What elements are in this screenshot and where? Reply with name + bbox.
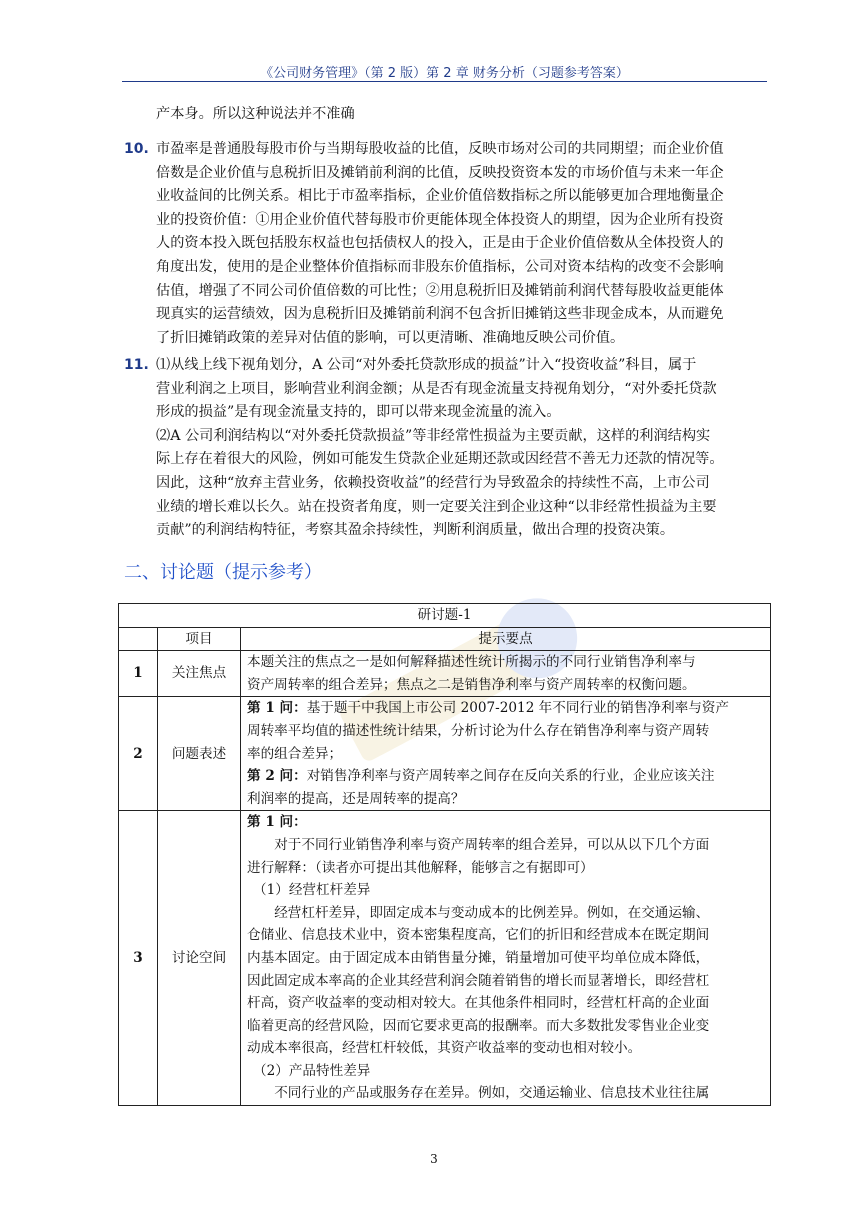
text-line: 利润率的提高，还是周转率的提高？ xyxy=(247,790,465,807)
header-content: 提示要点 xyxy=(241,627,771,651)
text-line: 因此固定成本率高的企业其经营利润会随着销售的增长而显著增长，即经营杠 xyxy=(247,972,710,989)
row-item: 关注焦点 xyxy=(158,651,241,697)
text-line: 业绩的增长难以长久。站在投资者角度，则一定要关注到企业这种“以非经常性损益为主要 xyxy=(156,498,717,515)
text-line: 对于不同行业销售净利率与资产周转率的组合差异，可以从以下几个方面 xyxy=(274,836,710,853)
text-line: 因此，这种“放弃主营业务，依赖投资收益”的经营行为导致盈余的持续性不高，上市公司 xyxy=(156,474,710,491)
text-line: 现真实的运营绩效，因为息税折旧及摊销前利润不包含折旧摊销这些非现金成本，从而避免 xyxy=(156,306,724,323)
question-label: 第 2 问： xyxy=(247,768,307,785)
subheading: （1）经营杠杆差异 xyxy=(253,882,371,899)
table-row xyxy=(119,651,771,697)
text-line: 不同行业的产品或服务存在差异。例如，交通运输业、信息技术业往往属 xyxy=(274,1085,710,1102)
row-content xyxy=(241,811,771,1106)
page-number: 3 xyxy=(430,1152,438,1166)
subheading: （2）产品特性差异 xyxy=(253,1062,371,1079)
text-line: 率的组合差异； xyxy=(247,745,343,762)
text-line: 内基本固定。由于固定成本由销售量分摊，销量增加可使平均单位成本降低， xyxy=(247,949,710,966)
table-row xyxy=(119,811,771,1106)
text-line: 营业利润之上项目，影响营业利润金额；从是否有现金流量支持视角划分，“对外委托贷款 xyxy=(156,380,717,397)
text-line: 第 1 问：基于题干中我国上市公司 2007-2012 年不同行业的销售净利率与资产 xyxy=(247,700,729,717)
row-content xyxy=(241,651,771,697)
header-index-cell xyxy=(119,627,158,651)
text-line: 经营杠杆差异，即固定成本与变动成本的比例差异。例如，在交通运输、 xyxy=(274,904,710,921)
item-10-number: 10. xyxy=(124,141,149,157)
row-item: 讨论空间 xyxy=(158,811,241,1106)
header-rule xyxy=(122,81,767,82)
text-line: 动成本率很高，经营杠杆较低，其资产收益率的变动也相对较小。 xyxy=(247,1040,642,1057)
question-label: 第 1 问： xyxy=(247,700,307,717)
text-line: 业收益间的比例关系。相比于市盈率指标，企业价值倍数指标之所以能够更加合理地衡量企 xyxy=(156,188,724,205)
text-line: 人的资本投入既包括股东权益也包括债权人的投入，正是由于企业价值倍数从全体投资人的 xyxy=(156,235,724,252)
question-label: 第 1 问： xyxy=(247,814,307,831)
item-11-number: 11. xyxy=(124,357,149,373)
text-line: 业的投资价值：①用企业价值代替每股市价更能体现全体投资人的期望，因为企业所有投资 xyxy=(156,211,724,228)
text-line: 进行解释：（读者亦可提出其他解释，能够言之有据即可） xyxy=(247,859,594,876)
row-index: 3 xyxy=(119,811,158,1106)
table-caption: 研讨题-1 xyxy=(119,604,771,628)
header-item: 项目 xyxy=(158,627,241,651)
text-line: 杆高，资产收益率的变动相对较大。在其他条件相同时，经营杠杆高的企业面 xyxy=(247,995,710,1012)
text-line: 角度出发，使用的是企业整体价值指标而非股东价值指标，公司对资本结构的改变不会影响 xyxy=(156,258,724,275)
table-caption-row xyxy=(119,604,771,628)
text-line: 形成的损益”是有现金流量支持的，即可以带来现金流量的流入。 xyxy=(156,404,561,421)
row-index: 1 xyxy=(119,651,158,697)
text-line: 本题关注的焦点之一是如何解释描述性统计所揭示的不同行业销售净利率与 xyxy=(247,654,696,671)
text-line: 估值，增强了不同公司价值倍数的可比性；②用息税折旧及摊销前利润代替每股收益更能体 xyxy=(156,282,724,299)
text-line: 贡献”的利润结构特征，考察其盈余持续性，判断利润质量，做出合理的投资决策。 xyxy=(156,522,675,539)
item-10-text xyxy=(156,138,766,350)
text-line: 际上存在着很大的风险，例如可能发生贷款企业延期还款或因经营不善无力还款的情况等。 xyxy=(156,451,724,468)
text-line: 市盈率是普通股每股市价与当期每股收益的比值，反映市场对公司的共同期望；而企业价值 xyxy=(156,141,724,157)
text-line: 仓储业、信息技术业中，资本密集程度高，它们的折旧和经营成本在既定期间 xyxy=(247,927,710,944)
text-line: 周转率平均值的描述性统计结果，分析讨论为什么存在销售净利率与资产周转 xyxy=(247,722,710,739)
section-title: 二、讨论题（提示参考） xyxy=(124,562,322,583)
row-content xyxy=(241,697,771,811)
text-line: 临着更高的经营风险，因而它要求更高的报酬率。而大多数批发零售业企业变 xyxy=(247,1017,710,1034)
running-header: 《公司财务管理》（第 2 版）第 2 章 财务分析（习题参考答案） xyxy=(260,66,629,81)
table-header-row xyxy=(119,627,771,651)
intro-tail: 产本身。所以这种说法并不准确 xyxy=(156,106,355,122)
text-line: 资产周转率的组合差异；焦点之二是销售净利率与资产周转率的权衡问题。 xyxy=(247,676,696,693)
table-row xyxy=(119,697,771,811)
row-index: 2 xyxy=(119,697,158,811)
text-line: 了折旧摊销政策的差异对估值的影响，可以更清晰、准确地反映公司价值。 xyxy=(156,329,625,346)
text-line: 第 2 问：对销售净利率与资产周转率之间存在反向关系的行业，企业应该关注 xyxy=(247,768,715,785)
discussion-table xyxy=(118,603,771,1106)
text-line: 倍数是企业价值与息税折旧及摊销前利润的比值，反映投资资本发的市场价值与未来一年企 xyxy=(156,164,724,181)
item-11-text xyxy=(156,354,766,543)
row-item: 问题表述 xyxy=(158,697,241,811)
text-line: ⑵A 公司利润结构以“对外委托贷款损益”等非经常性损益为主要贡献，这样的利润结构实 xyxy=(156,427,711,444)
text-line: ⑴从线上线下视角划分，A 公司“对外委托贷款形成的损益”计入“投资收益”科目，属于 xyxy=(156,357,697,373)
